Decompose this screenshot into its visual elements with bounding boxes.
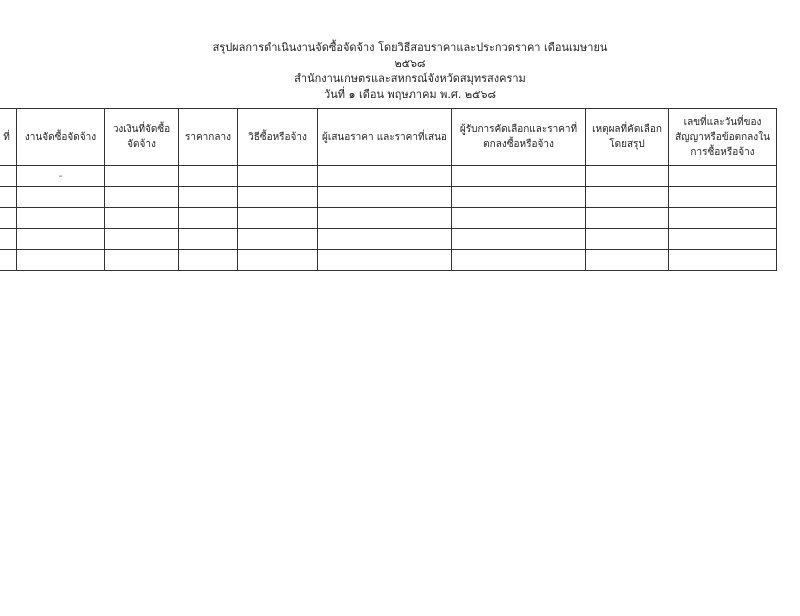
table-row (0, 187, 777, 208)
table-cell (669, 250, 777, 271)
header-cell-selected: ผู้รับการคัดเลือกและราคาที่ตกลงซื้อหรือจ้าง (452, 109, 586, 166)
header-cell-bidders: ผู้เสนอราคา และราคาที่เสนอ (318, 109, 452, 166)
table-cell (17, 229, 105, 250)
table-cell (179, 166, 238, 187)
table-cell (0, 229, 17, 250)
table-cell (669, 187, 777, 208)
table-cell (669, 208, 777, 229)
table-header-row (0, 109, 777, 166)
table-cell (179, 250, 238, 271)
header-cell-no: ที่ (0, 109, 17, 166)
table-cell (586, 229, 669, 250)
table-cell (105, 250, 179, 271)
table-cell (669, 229, 777, 250)
table-cell (0, 187, 17, 208)
header-cell-reason: เหตุผลที่คัดเลือกโดยสรุป (586, 109, 669, 166)
table-cell (452, 187, 586, 208)
table-cell (0, 166, 17, 187)
table-cell (105, 208, 179, 229)
document-header (0, 40, 800, 102)
table-cell (318, 208, 452, 229)
table-cell (318, 187, 452, 208)
header-cell-budget: วงเงินที่จัดซื้อจัดจ้าง (105, 109, 179, 166)
table-cell (452, 250, 586, 271)
table-cell (0, 208, 17, 229)
table-cell (105, 229, 179, 250)
header-cell-method: วิธีซื้อหรือจ้าง (238, 109, 318, 166)
header-cell-procurement: งานจัดซื้อจัดจ้าง (17, 109, 105, 166)
table-cell (238, 250, 318, 271)
table-cell (0, 250, 17, 271)
table-cell (17, 208, 105, 229)
table-cell (179, 187, 238, 208)
table-cell (586, 187, 669, 208)
table-cell (105, 166, 179, 187)
table-cell (586, 208, 669, 229)
table-cell (318, 229, 452, 250)
table-cell (452, 166, 586, 187)
table-cell (318, 166, 452, 187)
document-title: สรุปผลการดำเนินงานจัดซื้อจัดจ้าง โดยวิธีสอบราคาและประกวดราคา เดือนเมษายน ๒๕๖๘ (212, 41, 608, 70)
table-cell (586, 166, 669, 187)
table-row (0, 229, 777, 250)
table-cell (238, 229, 318, 250)
procurement-table (0, 108, 777, 271)
table-row (0, 208, 777, 229)
table-cell (105, 187, 179, 208)
table-cell (586, 250, 669, 271)
table-row (0, 250, 777, 271)
table-cell: - (17, 166, 105, 187)
table-cell (179, 208, 238, 229)
table-cell (17, 250, 105, 271)
table-row (0, 166, 777, 187)
table-cell (669, 166, 777, 187)
table-cell (238, 166, 318, 187)
report-date: วันที่ ๑ เดือน พฤษภาคม พ.ศ. ๒๕๖๘ (324, 87, 496, 101)
office-name: สำนักงานเกษตรและสหกรณ์จังหวัดสมุทรสงคราม (294, 72, 526, 85)
table-cell (318, 250, 452, 271)
header-cell-median-price: ราคากลาง (179, 109, 238, 166)
table-cell (17, 187, 105, 208)
table-cell (452, 208, 586, 229)
header-cell-contract: เลขที่และวันที่ของสัญญาหรือข้อตกลงในการซื้อหรือจ้าง (669, 109, 777, 166)
table-cell (238, 208, 318, 229)
table-cell (452, 229, 586, 250)
table-cell (179, 229, 238, 250)
table-cell (238, 187, 318, 208)
